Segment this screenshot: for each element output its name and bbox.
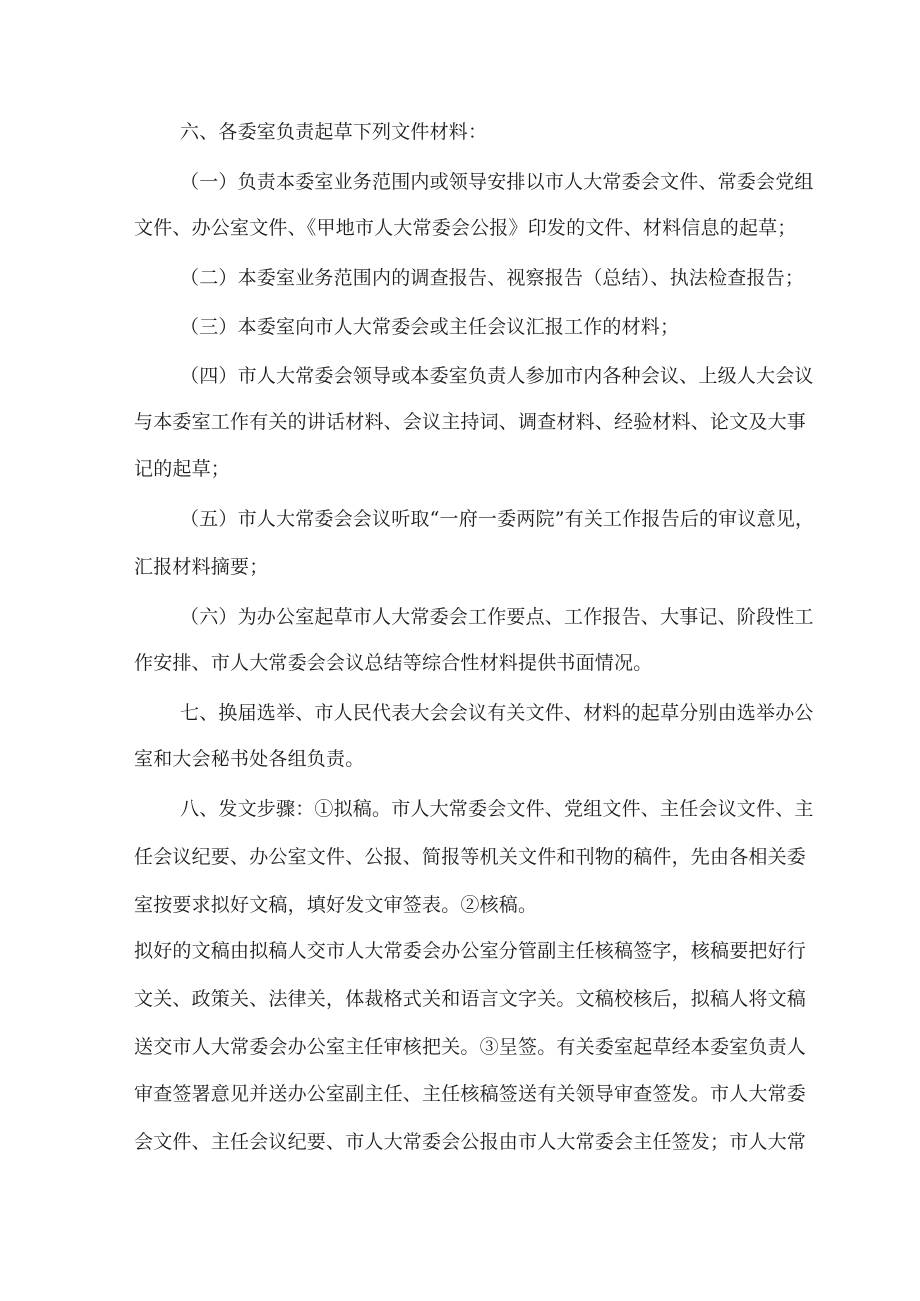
text-line: 七、换届选举、市人民代表大会会议有关文件、材料的起草分别由选举办公 — [180, 702, 814, 724]
text-line: （四）市人大常委会领导或本委室负责人参加市内各种会议、上级人大会议 — [180, 365, 814, 387]
text-line: （五）市人大常委会会议听取“一府一委两院”有关工作报告后的审议意见， — [180, 508, 815, 530]
text-line: （一）负责本委室业务范围内或领导安排以市人大常委会文件、常委会党组 — [180, 171, 814, 193]
text-line: 作安排、市人大常委会会议总结等综合性材料提供书面情况。 — [134, 652, 653, 674]
text-line: 任会议纪要、办公室文件、公报、简报等机关文件和刊物的稿件，先由各相关委 — [134, 846, 807, 868]
text-line: 拟好的文稿由拟稿人交市人大常委会办公室分管副主任核稿签字，核稿要把好行 — [134, 940, 807, 962]
text-line: 记的起草； — [134, 458, 231, 480]
text-line: 审查签署意见并送办公室副主任、主任核稿签送有关领导审查签发。市人大常委 — [134, 1083, 807, 1105]
text-line: 会文件、主任会议纪要、市人大常委会公报由市人大常委会主任签发；市人大常 — [134, 1131, 807, 1153]
text-line: （三）本委室向市人大常委会或主任会议汇报工作的材料； — [180, 316, 680, 338]
text-line: 汇报材料摘要； — [134, 556, 269, 578]
text-line: 文关、政策关、法律关，体裁格式关和语言文字关。文稿校核后，拟稿人将文稿 — [134, 988, 807, 1010]
text-line: 与本委室工作有关的讲话材料、会议主持词、调查材料、经验材料、论文及大事 — [134, 411, 807, 433]
text-line: 文件、办公室文件、《甲地市人大常委会公报》印发的文件、材料信息的起草； — [134, 217, 797, 239]
text-line: 室按要求拟好文稿，填好发文审签表。②核稿。 — [134, 894, 538, 916]
text-line: （六）为办公室起草市人大常委会工作要点、工作报告、大事记、阶段性工 — [180, 606, 814, 628]
text-line: 室和大会秘书处各组负责。 — [134, 748, 365, 770]
text-line: 送交市人大常委会办公室主任审核把关。③呈签。有关委室起草经本委室负责人 — [134, 1036, 807, 1058]
text-line: 八、发文步骤：①拟稿。市人大常委会文件、党组文件、主任会议文件、主 — [180, 798, 814, 820]
text-line: 六、各委室负责起草下列文件材料： — [180, 121, 488, 143]
text-line: （二）本委室业务范围内的调查报告、视察报告（总结）、执法检查报告； — [180, 267, 805, 289]
